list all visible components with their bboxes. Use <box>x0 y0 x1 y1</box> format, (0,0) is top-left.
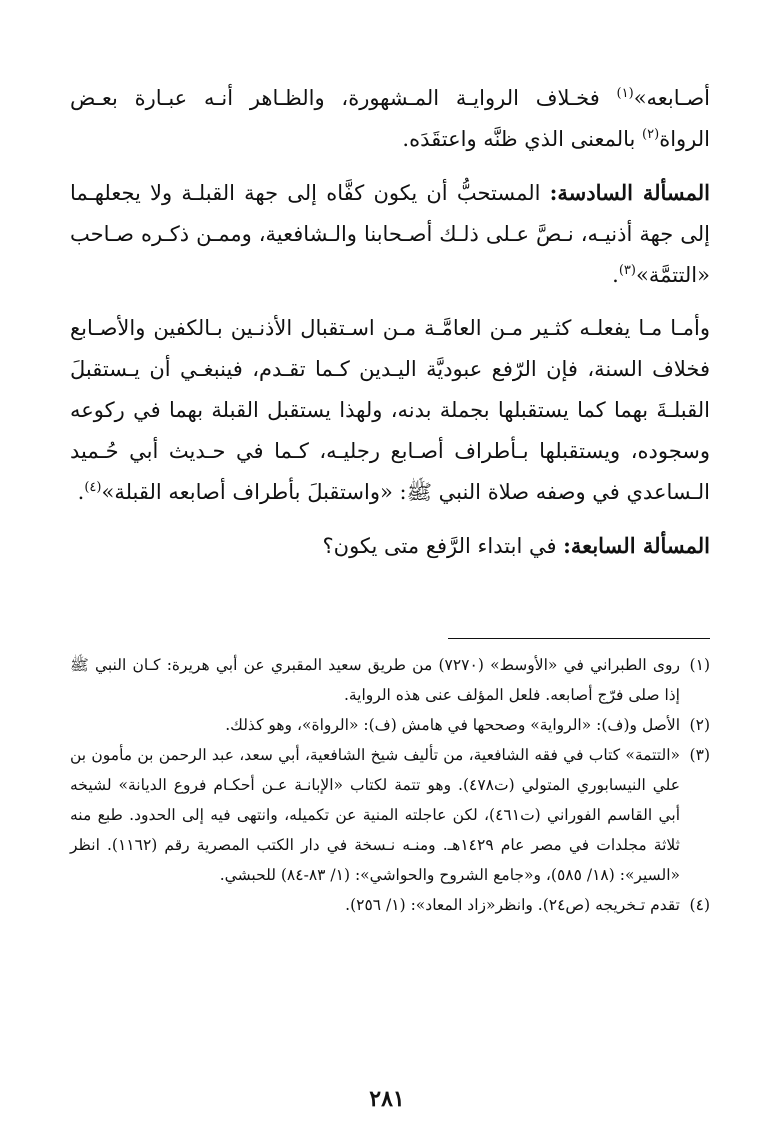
footnote <box>70 710 710 740</box>
footnote-text: روى الطبراني في «الأوسط» (٧٢٧٠) من طريق سعيد المقبري عن أبي هريرة: كـان النبي ﷺ إذا صلى فرّج أصابعه. فلعل المؤلف عنى هذه الرواية. <box>70 656 681 704</box>
paragraph-1-text-2: فخـلاف الروايـة المـشهورة، والظـاهر أنـه عبـارة بعـض الرواة <box>70 86 710 151</box>
footnote-text: «التتمة» كتاب في فقه الشافعية، من تأليف شيخ الشافعية، أبي سعد، عبد الرحمن بن مأمون بن علي النيسابوري المتولي (ت٤٧٨). وهو تتمة لكتاب «الإبانـة عـن أحكـام فروع الديانة» لشيخه أبي القاسم الفوراني (ت٤٦١)، لكن عاجلته المنية عن تكميله، وانتهى فيه إلى الحدود. طبع منه ثلاثة مجلدات في مصر عام ١٤٢٩هـ. ومنـه نـسخة في دار الكتب المصرية رقم (١١٦٢). انظر «السير»: (١٨/ ٥٨٥)، و«جامع الشروح والحواشي»: (١/ ٨٣-٨٤) للحبشي. <box>70 746 680 884</box>
paragraph-2-end: . <box>612 263 619 287</box>
paragraph-4 <box>70 525 710 567</box>
footnotes <box>70 650 710 920</box>
paragraph-4-text: في ابتداء الرَّفع متى يكون؟ <box>322 534 564 558</box>
page-number: ٢٨١ <box>369 1086 405 1112</box>
footnote-number: (٢) <box>689 716 710 734</box>
footnote-ref-3[interactable]: (٣) <box>618 263 636 278</box>
paragraph-1 <box>70 78 710 160</box>
main-text-block <box>70 78 710 567</box>
footnote-number: (١) <box>689 656 710 674</box>
footnote-ref-1[interactable]: (١) <box>616 86 634 101</box>
footnote-divider <box>448 638 710 639</box>
footnote-ref-4[interactable]: (٤) <box>84 480 102 495</box>
footnote <box>70 650 710 710</box>
paragraph-2-text: المستحبُّ أن يكون كفَّاه إلى جهة القبلـة ولا يجعلهـما إلى جهة أذنيـه، نـصَّ عـلى ذلـك أصـحابنا والـشافعية، وممـن ذكـره صـاحب «التتمَّة» <box>70 181 710 287</box>
footnote-ref-2[interactable]: (٢) <box>642 127 660 142</box>
footnote-text: تقدم تـخريجه (ص٢٤). وانظر«زاد المعاد»: (١/ ٢٥٦). <box>345 896 680 914</box>
paragraph-3-text: وأمـا مـا يفعلـه كثـير مـن العامَّـة مـن اسـتقبال الأذنـين بـالكفين والأصـابع فخلاف السنة، فإن الرّفع عبوديَّة اليـدين كـما تقـدم، فينبغـي أن يـستقبلَ القبلـةَ بهما كما يستقبلها بجملة بدنه، ولهذا يستقبل القبلة بهما في ركوعه وسجوده، ويستقبلها بـأطراف أصـابع رجليـه، كـما في حـديث أبي حُـميد الـساعدي في وصفه صلاة النبي ﷺ: «واستقبلَ بأطراف أصابعه القبلة» <box>70 316 710 504</box>
footnote <box>70 740 710 890</box>
section-heading-sixth: المسألة السادسة: <box>549 180 710 205</box>
footnote-text: الأصل و(ف): «الرواية» وصححها في هامش (ف): «الرواة»، وهو كذلك. <box>225 716 680 734</box>
paragraph-3 <box>70 308 710 513</box>
paragraph-1-text: أصـابعه» <box>633 86 710 110</box>
footnote-number: (٣) <box>689 746 710 764</box>
paragraph-3-end: . <box>77 480 85 504</box>
footnote <box>70 890 710 920</box>
section-heading-seventh: المسألة السابعة: <box>563 533 710 558</box>
footnote-number: (٤) <box>689 896 710 914</box>
paragraph-2 <box>70 172 710 296</box>
paragraph-1-text-3: بالمعنى الذي ظنَّه واعتقَدَه. <box>402 127 643 151</box>
